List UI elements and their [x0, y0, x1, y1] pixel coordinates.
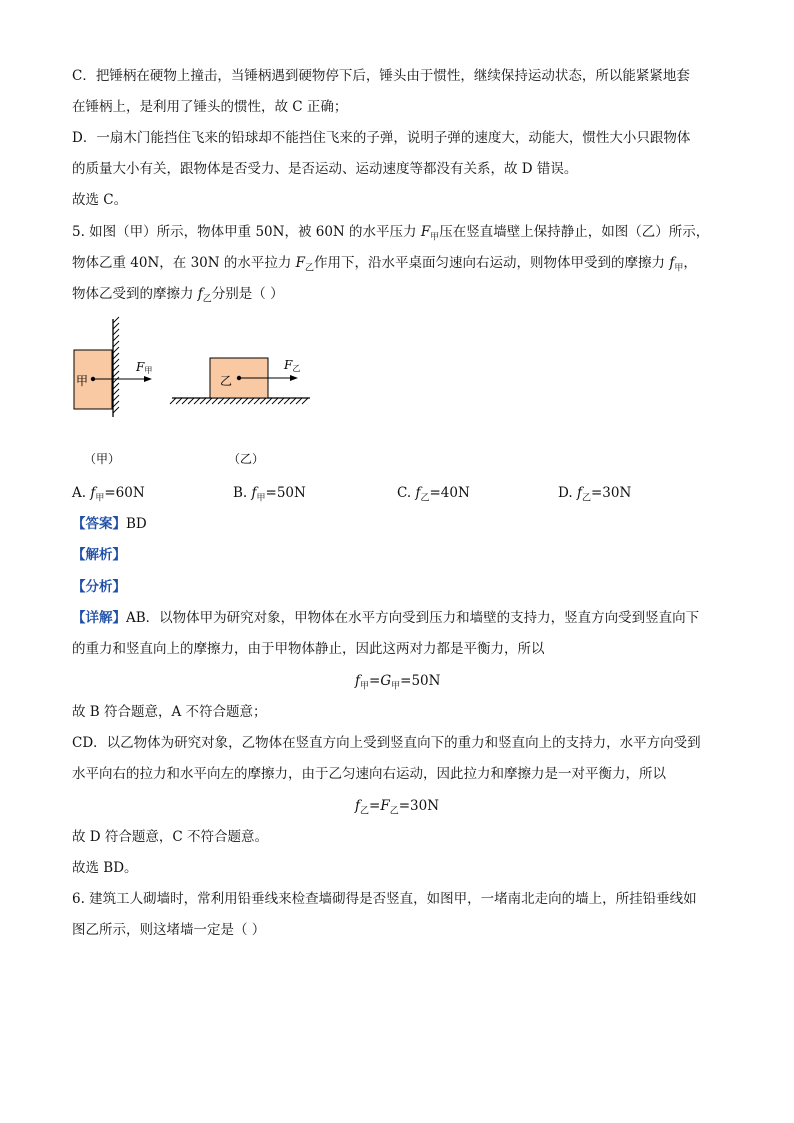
force-yi-arrowhead — [290, 375, 298, 381]
q5-line-2: 物体乙重 40N，在 30N 的水平拉力 $F_乙$作用下，沿水平桌面匀速向右运动，则物体甲受到的摩擦力 $f_甲$， — [72, 255, 697, 274]
equation-2: $f_乙=F_乙=30N$ — [355, 798, 440, 817]
cd-line-2: 水平向右的拉力和水平向左的摩擦力，由于乙匀速向右运动，因此拉力和摩擦力是一对平衡力，所以 — [72, 766, 666, 782]
caption-yi: （乙） — [228, 452, 265, 466]
d-option-line-2: 的质量大小有关，跟物体是否受力、是否运动、运动速度等都没有关系，故 D 错误。 — [72, 161, 578, 177]
select-bd: 故选 BD。 — [72, 860, 138, 876]
detail-line-1: 【详解】AB．以物体甲为研究对象，甲物体在水平方向受到压力和墙壁的支持力，竖直方向受到竖直向下 — [72, 610, 700, 626]
select-c: 故选 C。 — [72, 192, 128, 208]
detail-line-2: 的重力和竖直向上的摩擦力，由于甲物体静止，因此这两对力都是平衡力，所以 — [72, 641, 545, 657]
detail-tag: 【详解】 — [72, 610, 126, 626]
force-jia-label: F甲 — [136, 360, 153, 375]
option-a[interactable]: A. $f_甲=60N$ — [72, 485, 145, 504]
q5-line-1: 5. 如图（甲）所示，物体甲重 50N，被 60N 的水平压力 $F_甲$压在竖直墙壁上保持静止，如图（乙）所示， — [72, 224, 710, 243]
equation-1: $f_甲=G_甲=50N$ — [355, 673, 441, 692]
c-option-line-1: C．把锤柄在硬物上撞击，当锤柄遇到硬物停下后，锤头由于惯性，继续保持运动状态，所以能紧紧地套 — [72, 68, 690, 84]
q5-line-3: 物体乙受到的摩擦力 $f_乙$分别是（ ） — [72, 286, 284, 305]
q6-line-1: 6. 建筑工人砌墙时，常利用铅垂线来检查墙砌得是否竖直，如图甲，一堵南北走向的墙上，所挂铅垂线如 — [72, 891, 697, 907]
block-jia-label: 甲 — [76, 374, 89, 388]
q6-line-2: 图乙所示，则这堵墙一定是（ ） — [72, 922, 266, 938]
analysis-tag: 【解析】 — [72, 547, 126, 563]
wall-hatching — [113, 317, 119, 413]
answer-line — [72, 514, 147, 534]
cd-line-1: CD．以乙物体为研究对象，乙物体在竖直方向上受到竖直向下的重力和竖直向上的支持力，水平方向受到 — [72, 735, 701, 751]
force-diagram — [60, 315, 330, 475]
c-option-line-2: 在锤柄上，是利用了锤头的惯性，故 C 正确； — [72, 99, 348, 115]
ground-hatching — [170, 398, 308, 404]
option-d[interactable]: D. $f_乙=30N$ — [558, 485, 632, 504]
fenxi-tag: 【分析】 — [72, 579, 126, 595]
force-yi-label: F乙 — [284, 358, 301, 373]
force-jia-arrowhead — [144, 376, 152, 382]
option-b[interactable]: B. $f_甲=50N$ — [233, 485, 306, 504]
option-c[interactable]: C. $f_乙=40N$ — [397, 485, 470, 504]
d-option-line-1: D．一扇木门能挡住飞来的铅球却不能挡住飞来的子弹，说明子弹的速度大，动能大，惯性大小只跟物体 — [72, 130, 691, 146]
cd-conclusion: 故 D 符合题意，C 不符合题意。 — [72, 829, 269, 845]
block-yi-label: 乙 — [220, 374, 233, 388]
caption-jia: （甲） — [84, 452, 121, 466]
ab-conclusion: 故 B 符合题意，A 不符合题意； — [72, 704, 267, 720]
answer-value: BD — [126, 516, 147, 532]
answer-tag: 【答案】 — [72, 516, 126, 532]
